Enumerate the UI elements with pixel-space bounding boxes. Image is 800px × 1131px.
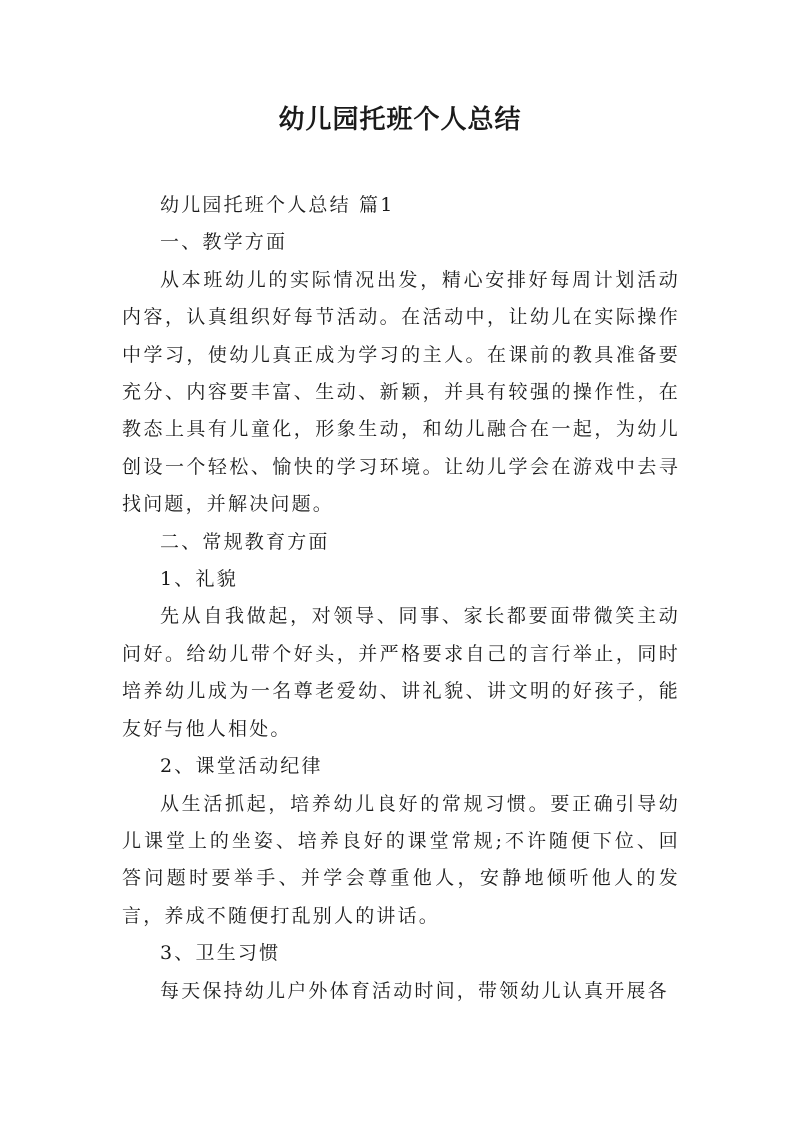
- paragraph-discipline: 从生活抓起，培养幼儿良好的常规习惯。要正确引导幼儿课堂上的坐姿、培养良好的课堂常规;不许随便下位、回答问题时要举手、并学会尊重他人，安静地倾听他人的发言，养成不随便打乱别人的讲话。: [122, 792, 680, 927]
- document-body: [122, 187, 680, 1010]
- paragraph-hygiene: 每天保持幼儿户外体育活动时间，带领幼儿认真开展各: [160, 979, 669, 1002]
- subheading-manners: 1、礼貌: [160, 568, 238, 591]
- document-title: 幼儿园托班个人总结: [278, 105, 522, 135]
- section-title: 幼儿园托班个人总结 篇1: [160, 194, 395, 216]
- paragraph-teaching: 从本班幼儿的实际情况出发，精心安排好每周计划活动内容，认真组织好每节活动。在活动中，让幼儿在实际操作中学习，使幼儿真正成为学习的主人。在课前的教具准备要充分、内容要丰富、生动、新颖，并具有较强的操作性，在教态上具有儿童化，形象生动，和幼儿融合在一起，为幼儿创设一个轻松、愉快的学习环境。让幼儿学会在游戏中去寻找问题，并解决问题。: [122, 268, 680, 516]
- subheading-discipline: 2、课堂活动纪律: [160, 755, 323, 778]
- section-heading-routine: 二、常规教育方面: [160, 530, 330, 553]
- subheading-hygiene: 3、卫生习惯: [160, 942, 281, 965]
- section-heading-teaching: 一、教学方面: [160, 231, 288, 254]
- paragraph-manners: 先从自我做起，对领导、同事、家长都要面带微笑主动问好。给幼儿带个好头，并严格要求自己的言行举止，同时培养幼儿成为一名尊老爱幼、讲礼貌、讲文明的好孩子，能友好与他人相处。: [122, 605, 680, 740]
